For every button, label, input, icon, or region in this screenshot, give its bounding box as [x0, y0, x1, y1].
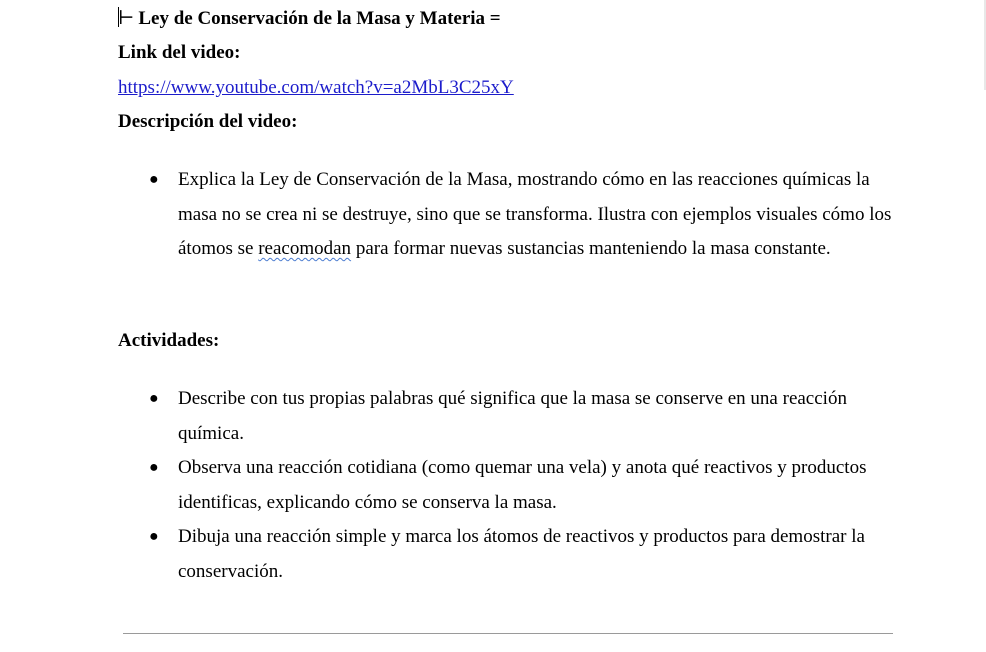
list-item — [118, 520, 898, 589]
document-title: Ley de Conservación de la Masa y Materia = — [138, 8, 501, 29]
activities-heading: Actividades: — [118, 330, 220, 351]
bullet-icon: ● — [149, 171, 159, 188]
link-heading: Link del video: — [118, 42, 241, 63]
bullet-icon: ● — [149, 459, 159, 476]
bullet-icon: ● — [149, 390, 159, 407]
activity-text: Describe con tus propias palabras qué significa que la masa se conserve en una reacción química. — [178, 388, 847, 444]
list-item — [118, 163, 898, 267]
list-item — [118, 451, 898, 520]
activities-list — [118, 382, 898, 589]
document-title-line[interactable] — [118, 7, 501, 31]
activity-text: Observa una reacción cotidiana (como quemar una vela) y anota qué reactivos y productos identificas, explicando cómo se conserva la masa. — [178, 457, 867, 513]
spellcheck-flagged-word[interactable]: reacomodan — [258, 238, 352, 259]
video-link[interactable]: https://www.youtube.com/watch?v=a2MbL3C25xY — [118, 77, 514, 98]
bullet-icon: ● — [149, 528, 159, 545]
list-item — [118, 382, 898, 451]
description-heading: Descripción del video: — [118, 111, 298, 132]
description-text: Explica la Ley de Conservación de la Masa, mostrando cómo en las reacciones químicas la masa no se crea ni se destruye, sino que se transforma. Ilustra con ejemplos visuales cómo los átomos se — [178, 169, 892, 259]
description-text-end: para formar nuevas sustancias manteniendo la masa constante. — [351, 238, 831, 259]
activity-text: Dibuja una reacción simple y marca los átomos de reactivos y productos para demostrar la conservación. — [178, 526, 865, 582]
margin-marker: ⊢ — [118, 8, 135, 29]
description-list — [118, 163, 898, 267]
horizontal-divider — [123, 633, 893, 634]
